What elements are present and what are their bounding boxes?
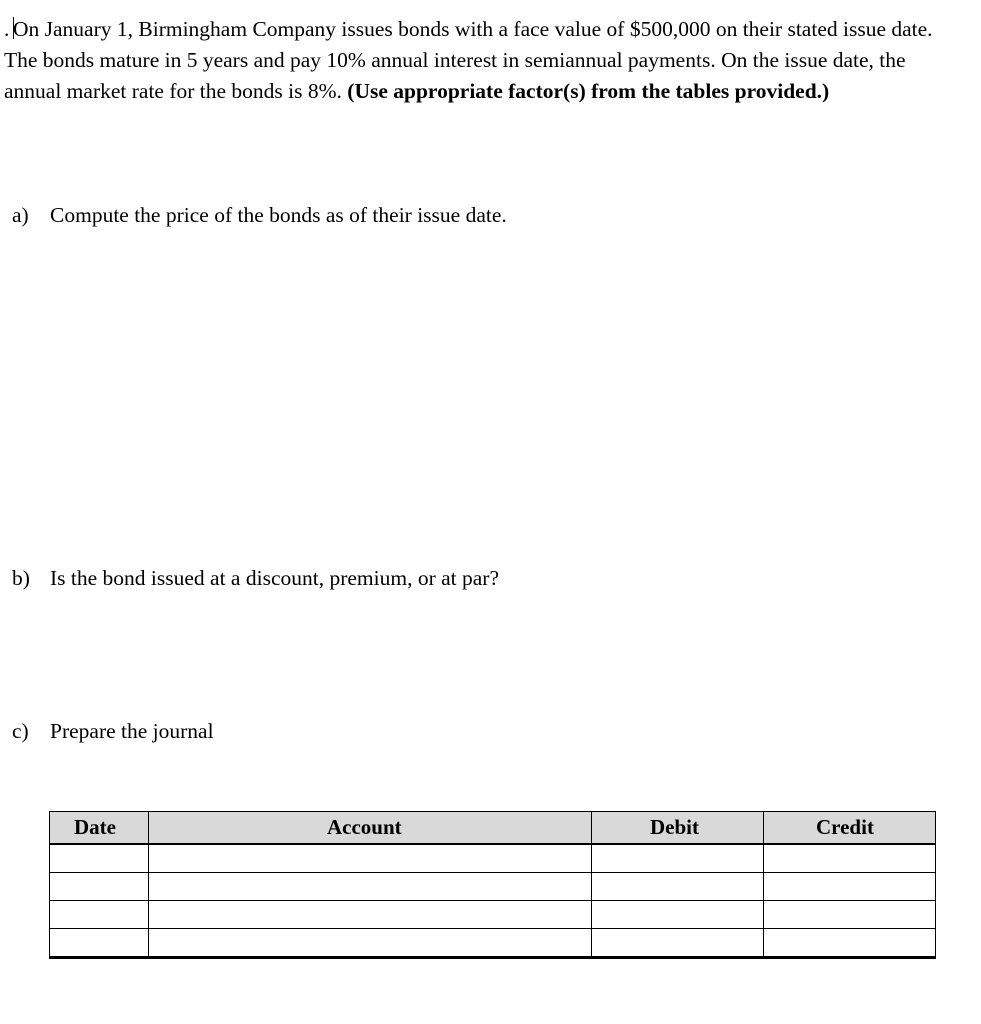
problem-statement bbox=[4, 14, 934, 107]
journal-entry-table bbox=[49, 811, 936, 959]
column-header-account: Account bbox=[149, 812, 592, 845]
debit-cell[interactable] bbox=[592, 844, 764, 873]
account-cell[interactable] bbox=[149, 901, 592, 929]
account-cell[interactable] bbox=[149, 929, 592, 958]
credit-cell[interactable] bbox=[764, 901, 936, 929]
problem-instruction: (Use appropriate factor(s) from the tables provided.) bbox=[347, 79, 830, 103]
debit-cell[interactable] bbox=[592, 901, 764, 929]
column-header-date: Date bbox=[50, 812, 149, 845]
question-b-text: Is the bond issued at a discount, premium, or at par? bbox=[50, 566, 500, 590]
debit-cell[interactable] bbox=[592, 929, 764, 958]
question-a-label: a) bbox=[12, 203, 29, 227]
question-c bbox=[12, 716, 214, 746]
account-cell[interactable] bbox=[149, 844, 592, 873]
problem-lead-mark: . bbox=[4, 17, 10, 41]
account-cell[interactable] bbox=[149, 873, 592, 901]
question-a bbox=[12, 200, 507, 230]
date-cell[interactable] bbox=[50, 929, 149, 958]
journal-row bbox=[50, 873, 936, 901]
column-header-credit: Credit bbox=[764, 812, 936, 845]
question-a-text: Compute the price of the bonds as of their issue date. bbox=[50, 203, 507, 227]
credit-cell[interactable] bbox=[764, 929, 936, 958]
question-b bbox=[12, 563, 499, 593]
journal-row bbox=[50, 844, 936, 873]
credit-cell[interactable] bbox=[764, 873, 936, 901]
debit-cell[interactable] bbox=[592, 873, 764, 901]
question-c-text: Prepare the journal bbox=[50, 719, 214, 743]
journal-row bbox=[50, 901, 936, 929]
credit-cell[interactable] bbox=[764, 844, 936, 873]
date-cell[interactable] bbox=[50, 873, 149, 901]
date-cell[interactable] bbox=[50, 901, 149, 929]
question-c-label: c) bbox=[12, 719, 29, 743]
date-cell[interactable] bbox=[50, 844, 149, 873]
column-header-debit: Debit bbox=[592, 812, 764, 845]
question-b-label: b) bbox=[12, 566, 30, 590]
problem-text: On January 1, Birmingham Company issues bonds with a face value of $500,000 on their stated issue date. The bonds mature in 5 years and pay 10% annual interest in semiannual payments. On the issue date, the annual market rate for the bonds is 8%. bbox=[4, 17, 933, 103]
journal-row bbox=[50, 929, 936, 958]
journal-header-row bbox=[50, 812, 936, 845]
